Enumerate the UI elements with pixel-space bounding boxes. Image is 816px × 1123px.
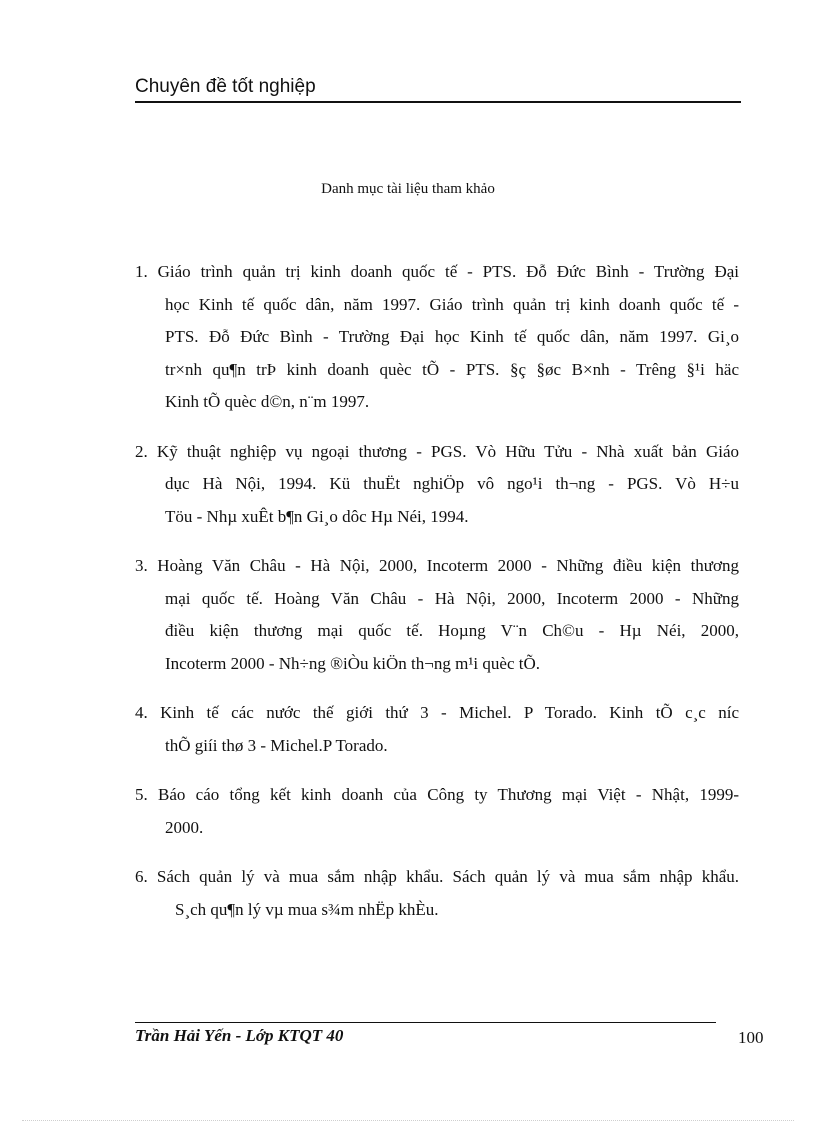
reference-line: 5. Báo cáo tổng kết kinh doanh của Công ty Thương mại Việt - Nhật, 1999- [135,785,739,804]
reference-line: điều kiện thương mại quốc tế. Hoµng V¨n Ch©u - Hµ Néi, 2000, [165,621,739,640]
reference-line: học Kinh tế quốc dân, năm 1997. Giáo trình quản trị kinh doanh quốc tế - [165,294,739,314]
reference-line: mại quốc tế. Hoàng Văn Châu - Hà Nội, 2000, Incoterm 2000 - Những [165,588,739,608]
reference-line: Töu - Nhµ xuÊt b¶n Gi¸o dôc Hµ Néi, 1994. [165,506,469,526]
references-list [135,256,739,943]
page-bottom-dotted-line [22,1120,794,1121]
reference-line: 2. Kỹ thuật nghiệp vụ ngoại thương - PGS. Vò Hữu Tửu - Nhà xuất bản Giáo [135,441,739,461]
reference-line: 6. Sách quản lý và mua sắm nhập khẩu. Sách quản lý và mua sắm nhập khẩu. [135,867,739,886]
reference-item-2 [135,436,739,534]
reference-line: 1. Giáo trình quản trị kinh doanh quốc tế - PTS. Đỗ Đức Bình - Trường Đại [135,262,739,281]
reference-line: tr×nh qu¶n trÞ kinh doanh quèc tÕ - PTS. §ç §øc B×nh - Trêng §¹i häc [165,359,739,379]
reference-line: Kinh tÕ quèc d©n, n¨m 1997. [165,392,370,411]
reference-item-6 [135,861,739,926]
reference-line: 2000. [165,817,204,837]
page-number: 100 [738,1028,764,1047]
reference-line: 3. Hoàng Văn Châu - Hà Nội, 2000, Incoterm 2000 - Những điều kiện thương [135,556,739,575]
reference-line: 4. Kinh tế các nước thế giới thứ 3 - Michel. P Torado. Kinh tÕ c¸c níc [135,703,739,722]
footer-author: Trần Hải Yến - Lớp KTQT 40 [135,1026,344,1045]
reference-item-3 [135,550,739,680]
running-header-title: Chuyên đề tốt nghiệp [135,76,316,97]
header-rule [135,101,741,103]
footer-rule [135,1022,716,1023]
reference-line: S¸ch qu¶n lý vµ mua s¾m nhËp khÈu. [175,899,439,919]
reference-item-1 [135,256,739,419]
reference-line: Incoterm 2000 - Nh÷ng ®iÒu kiÖn th¬ng m¹i quèc tÕ. [165,653,540,673]
reference-line: PTS. Đỗ Đức Bình - Trường Đại học Kinh tế quốc dân, năm 1997. Gi¸o [165,327,739,346]
references-heading: Danh mục tài liệu tham khảo [321,181,495,197]
reference-item-5 [135,779,739,844]
reference-item-4 [135,697,739,762]
reference-line: dục Hà Nội, 1994. Kü thuËt nghiÖp vô ngo¹i th¬ng - PGS. Vò H÷u [165,474,739,493]
reference-line: thÕ giíi thø 3 - Michel.P Torado. [165,735,388,755]
